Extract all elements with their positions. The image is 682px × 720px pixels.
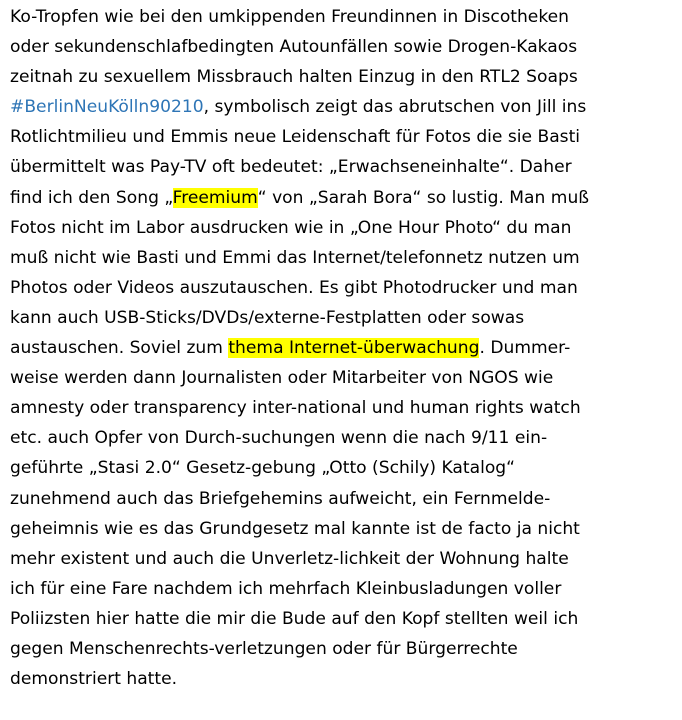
highlighted-text: Freemium — [172, 187, 258, 208]
text-line-17 — [10, 484, 674, 514]
text-segment: “ von „Sarah Bora“ so lustig. Man muß — [257, 187, 590, 208]
text-segment: weise werden dann Journalisten oder Mitarbeiter von NGOS wie — [10, 368, 554, 389]
text-segment: gegen Menschenrechts-verletzungen oder für Bürgerrechte — [10, 638, 518, 659]
text-segment: Ko-Tropfen wie bei den umkippenden Freundinnen in Discotheken — [10, 7, 569, 27]
text-segment: Rotlichtmilieu und Emmis neue Leidenschaft für Fotos die sie Basti — [10, 127, 581, 148]
text-segment: kann auch USB-Sticks/DVDs/externe-Festplatten oder sowas — [10, 307, 525, 328]
text-line-5 — [10, 122, 674, 152]
text-line-20 — [10, 574, 674, 604]
text-line-19 — [10, 544, 674, 574]
text-line-15 — [10, 423, 674, 453]
text-line-1 — [10, 2, 674, 32]
text-segment: zeitnah zu sexuellem Missbrauch halten Einzug in den RTL2 Soaps — [10, 67, 578, 88]
text-line-13 — [10, 363, 674, 393]
text-segment: geführte „Stasi 2.0“ Gesetz-gebung „Otto (Schily) Katalog“ — [10, 458, 515, 479]
text-segment: . Dummer- — [479, 338, 571, 359]
text-line-21 — [10, 604, 674, 634]
text-segment: amnesty oder transparency inter-national und human rights watch — [10, 398, 581, 419]
text-line-22 — [10, 634, 674, 664]
text-line-23 — [10, 664, 674, 694]
text-line-12 — [10, 333, 674, 363]
text-segment: Photos oder Videos auszutauschen. Es gibt Photodrucker und man — [10, 277, 578, 298]
text-segment: austauschen. Soviel zum — [10, 338, 229, 359]
text-segment: ich für eine Fare nachdem ich mehrfach Kleinbusladungen voller — [10, 578, 562, 599]
text-line-2 — [10, 32, 674, 62]
hashtag-link[interactable]: #BerlinNeuKölln90210 — [10, 97, 204, 118]
text-line-11 — [10, 303, 674, 333]
text-segment: muß nicht wie Basti und Emmi das Internet/telefonnetz nutzen um — [10, 247, 580, 268]
text-line-3 — [10, 62, 674, 92]
text-segment: oder sekundenschlafbedingten Autounfällen sowie Drogen-Kakaos — [10, 37, 578, 58]
text-segment: demonstriert hatte. — [10, 669, 178, 690]
text-line-18 — [10, 514, 674, 544]
text-line-9 — [10, 243, 674, 273]
text-line-16 — [10, 453, 674, 483]
text-line-4 — [10, 92, 674, 122]
text-line-6 — [10, 152, 674, 182]
text-segment: zunehmend auch das Briefgehemins aufweicht, ein Fernmelde- — [10, 488, 551, 509]
text-segment: übermittelt was Pay-TV oft bedeutet: „Erwachseneinhalte“. Daher — [10, 157, 572, 178]
text-line-8 — [10, 213, 674, 243]
text-segment: Fotos nicht im Labor ausdrucken wie in „One Hour Photo“ du man — [10, 217, 572, 238]
text-segment: Poliizsten hier hatte die mir die Bude auf den Kopf stellten weil ich — [10, 608, 579, 629]
text-segment: geheimnis wie es das Grundgesetz mal kannte ist de facto ja nicht — [10, 518, 580, 539]
text-segment: , symbolisch zeigt das abrutschen von Jill ins — [203, 97, 587, 118]
text-segment: etc. auch Opfer von Durch-suchungen wenn die nach 9/11 ein- — [10, 428, 548, 449]
text-line-10 — [10, 273, 674, 303]
text-line-7 — [10, 183, 674, 213]
text-segment: mehr existent und auch die Unverletz-lichkeit der Wohnung halte — [10, 548, 569, 569]
highlighted-text: thema Internet-überwachung — [228, 338, 480, 359]
text-segment: find ich den Song „ — [10, 187, 173, 208]
text-line-14 — [10, 393, 674, 423]
document-body — [10, 2, 674, 694]
